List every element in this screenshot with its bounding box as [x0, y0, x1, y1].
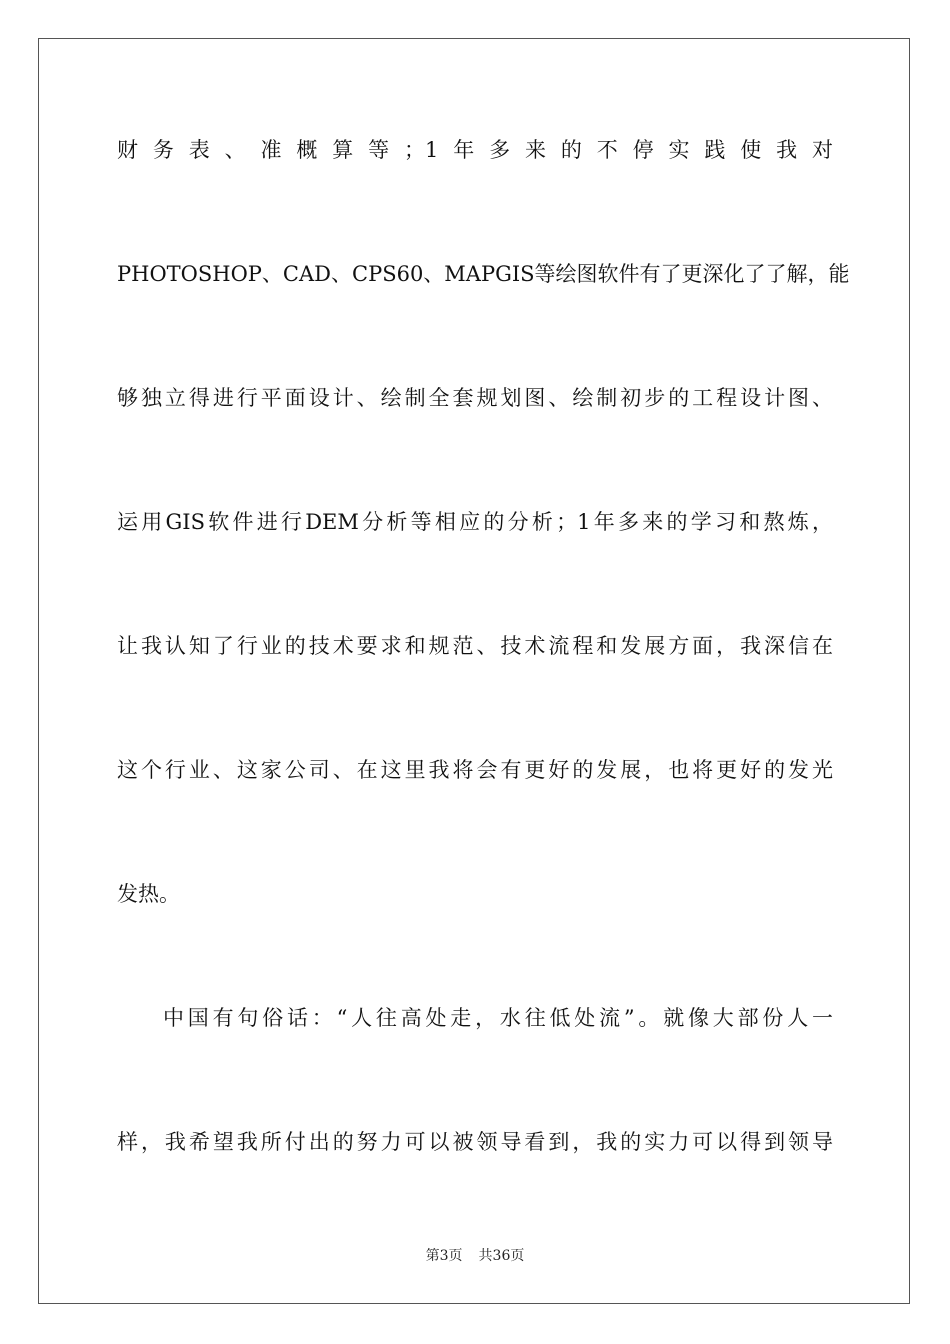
page-footer — [0, 1247, 950, 1265]
body-line-3: 够独立得进行平面设计、绘制全套规划图、绘制初步的工程设计图、 — [117, 386, 833, 410]
body-line-2: PHOTOSHOP、CAD、CPS60、MAPGIS等绘图软件有了更深化了了解，能 — [117, 262, 850, 286]
body-line-1: 财务表、准概算等；1年多来的不停实践使我对 — [117, 138, 833, 162]
body-line-6: 这个行业、这家公司、在这里我将会有更好的发展，也将更好的发光 — [117, 758, 833, 782]
body-line-4: 运用GIS软件进行DEM分析等相应的分析；1年多来的学习和熬炼， — [117, 510, 833, 534]
body-line-5: 让我认知了行业的技术要求和规范、技术流程和发展方面，我深信在 — [117, 634, 833, 658]
page-border — [38, 38, 910, 1304]
total-pages: 共36页 — [478, 1248, 525, 1264]
paragraph-start-line: 中国有句俗话：“人往高处走，水往低处流”。就像大部份人一 — [163, 1006, 833, 1030]
body-line-9: 样，我希望我所付出的努力可以被领导看到，我的实力可以得到领导 — [117, 1130, 833, 1154]
page-number: 第3页 — [425, 1248, 463, 1264]
body-line-7: 发热。 — [117, 882, 180, 906]
